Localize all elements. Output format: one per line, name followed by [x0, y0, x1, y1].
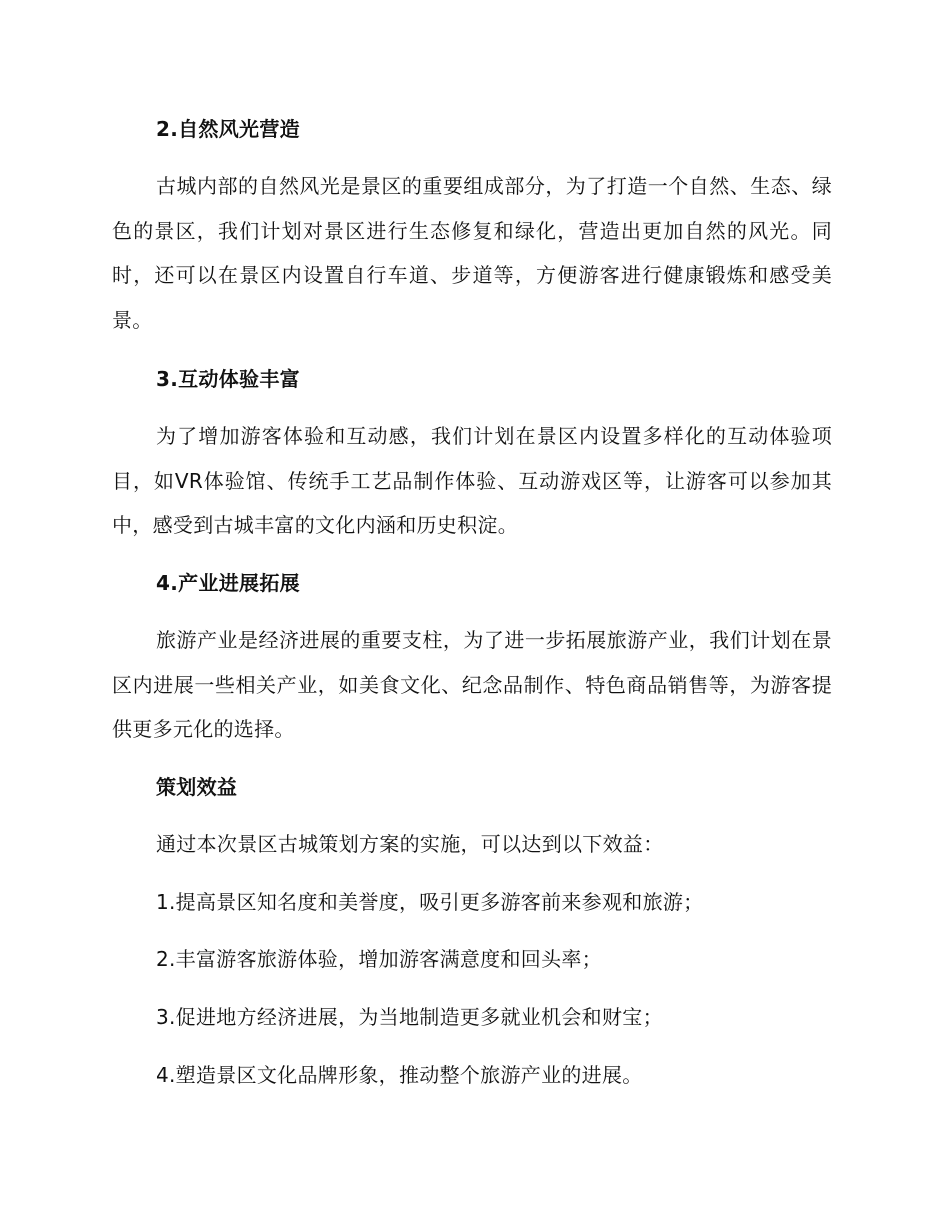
- benefits-heading: 策划效益: [156, 775, 238, 799]
- benefit-item: 1.提高景区知名度和美誉度，吸引更多游客前来参观和旅游；: [156, 890, 704, 914]
- benefit-item: 3.促进地方经济进展，为当地制造更多就业机会和财宝；: [156, 1005, 663, 1029]
- section-heading-natural-scenery: 2.自然风光营造: [156, 117, 300, 141]
- benefit-item: 4.塑造景区文化品牌形象，推动整个旅游产业的进展。: [156, 1063, 643, 1087]
- section-paragraph-natural-scenery: 古城内部的自然风光是景区的重要组成部分，为了打造一个自然、生态、绿色的景区，我们计划对景区进行生态修复和绿化，营造出更加自然的风光。同时，还可以在景区内设置自行车道、步道等，方便游客进行健康锻炼和感受美景。: [112, 174, 832, 332]
- section-heading-industry-development: 4.产业进展拓展: [156, 571, 300, 595]
- section-paragraph-interactive-experience: 为了增加游客体验和互动感，我们计划在景区内设置多样化的互动体验项目，如VR体验馆、传统手工艺品制作体验、互动游戏区等，让游客可以参加其中，感受到古城丰富的文化内涵和历史积淀。: [112, 424, 832, 537]
- section-paragraph-industry-development: 旅游产业是经济进展的重要支柱，为了进一步拓展旅游产业，我们计划在景区内进展一些相关产业，如美食文化、纪念品制作、特色商品销售等，为游客提供更多元化的选择。: [112, 628, 832, 741]
- section-heading-interactive-experience: 3.互动体验丰富: [156, 367, 300, 391]
- benefits-intro: 通过本次景区古城策划方案的实施，可以达到以下效益：: [156, 832, 664, 856]
- benefit-item: 2.丰富游客旅游体验，增加游客满意度和回头率；: [156, 947, 602, 971]
